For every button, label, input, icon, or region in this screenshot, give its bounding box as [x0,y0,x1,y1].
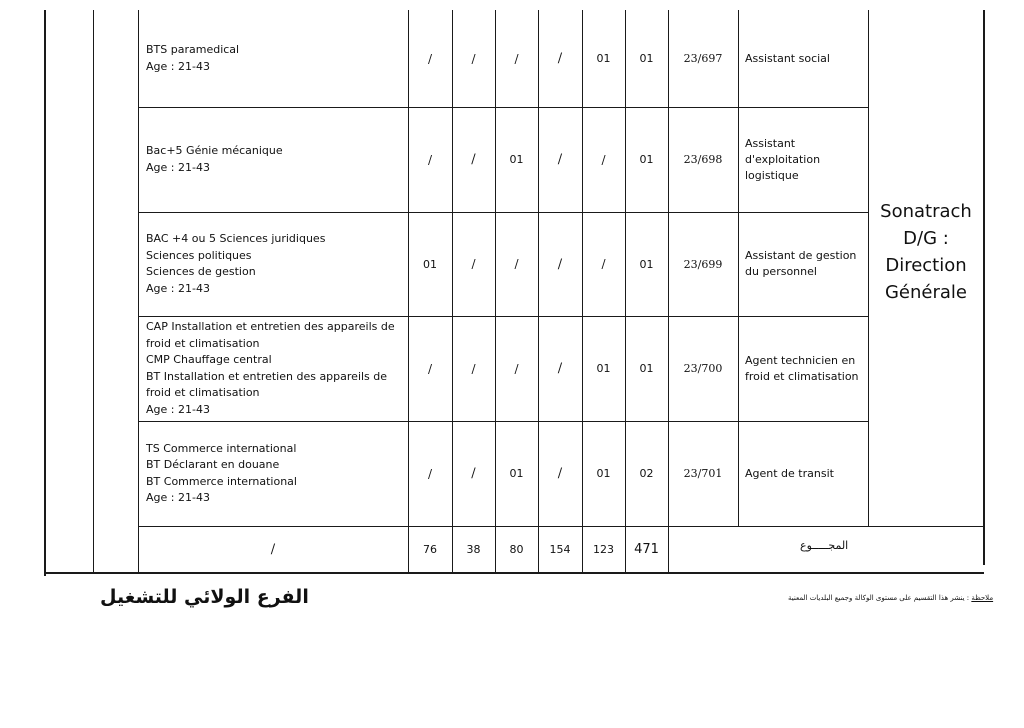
job-title-line: froid et climatisation [745,369,859,383]
value-cell: 01 [639,52,654,65]
job-code: 23/700 [683,362,723,375]
qualification-line: Age : 21-43 [146,160,210,174]
qualification-line: Age : 21-43 [146,402,210,416]
qualification-line: CAP Installation et entretien des appareils de [146,320,395,333]
value-cell: 01 [509,467,524,480]
job-title-line: Agent de transit [745,466,834,480]
job-title-line: Assistant [745,136,796,150]
footer-note [788,594,993,602]
value-cell: / [601,257,606,271]
value-cell: / [471,51,476,66]
value-cell: 02 [639,467,654,480]
qualification-line: BT Déclarant en douane [146,458,280,471]
job-code: 23/698 [683,153,723,166]
value-cell: / [514,361,519,376]
footer-note-text: : ينشر هذا التقسيم على مستوى الوكالة وجميع البلديات المعنية [788,594,972,602]
value-cell: / [557,51,563,66]
qualification-line: Bac+5 Génie mécanique [146,144,283,157]
qualification-line: Age : 21-43 [146,59,210,73]
footer-note-label: ملاحظة [971,594,994,602]
job-title-line: du personnel [745,265,817,278]
organization-name [872,198,980,306]
value-cell: / [471,361,476,376]
organization-line: Direction [885,255,967,276]
table-row [146,107,404,212]
value-cell: / [427,51,433,66]
value-cell: / [601,152,606,167]
total-value: 123 [593,542,614,556]
total-value: 80 [509,542,524,556]
total-qualification: / [270,541,276,557]
qualification-line: Age : 21-43 [146,281,210,295]
table-border-inner [138,10,139,574]
qualification-line: BAC +4 ou 5 Sciences juridiques [146,232,326,245]
value-cell: / [471,466,476,481]
job-title [745,10,865,107]
job-title [745,316,865,421]
value-cell: 01 [639,362,654,375]
value-cell: 01 [596,362,611,375]
job-code: 23/697 [683,52,723,65]
value-cell: / [471,257,476,271]
value-cell: 01 [509,153,524,166]
job-title-line: logistique [745,168,799,182]
qualification-line: BT Commerce international [146,474,297,488]
value-cell: / [427,466,433,481]
qualification-line: Sciences politiques [146,248,252,262]
value-cell: / [557,152,563,167]
value-cell: / [471,152,476,167]
column-separator [738,10,739,526]
value-cell: 01 [639,153,654,166]
job-title-line: Assistant social [745,51,830,65]
value-cell: / [427,152,433,167]
job-code: 23/699 [683,257,723,271]
organization-line: Sonatrach [880,201,972,222]
value-cell: 01 [639,257,654,271]
value-cell: 01 [596,52,611,65]
job-title-line: d'exploitation [745,152,821,166]
value-cell: 01 [423,257,437,271]
column-separator [868,10,869,526]
table-row [146,212,404,316]
table-border-right [983,10,985,565]
qualification-line: Age : 21-43 [146,491,210,504]
table-row [146,10,404,107]
job-title [745,107,865,212]
total-label: المجـــــوع [800,539,849,552]
job-title-line: Agent technicien en [745,353,856,367]
table-border-left [44,10,46,576]
total-value: 76 [423,542,437,556]
table-row [146,421,404,526]
grand-total: 471 [634,541,659,557]
table-row [146,316,404,421]
qualification-line: froid et climatisation [146,336,260,350]
table-border-bottom [44,572,984,574]
value-cell: / [557,361,563,376]
qualification-line: TS Commerce international [146,441,297,455]
job-title [745,421,865,526]
qualification-line: Sciences de gestion [146,265,256,278]
qualification-line: BTS paramedical [146,43,240,56]
value-cell: / [557,256,563,272]
value-cell: / [514,257,519,271]
total-value: 154 [549,542,571,556]
value-cell: 01 [596,467,611,480]
total-value: 38 [466,542,481,556]
job-code: 23/701 [683,467,723,480]
table-border-inner [93,10,94,574]
value-cell: / [514,51,519,66]
job-title [745,212,865,316]
value-cell: / [557,466,563,481]
qualification-line: froid et climatisation [146,386,260,399]
qualification-line: CMP Chauffage central [146,353,272,366]
footer-agency-name: الفرع الولائي للتشغيل [100,586,309,608]
qualification-line: BT Installation et entretien des appareils de [146,369,388,383]
organization-line: Générale [884,282,967,303]
organization-line: D/G : [903,228,949,249]
job-title-line: Assistant de gestion [745,249,857,262]
value-cell: / [427,361,433,376]
